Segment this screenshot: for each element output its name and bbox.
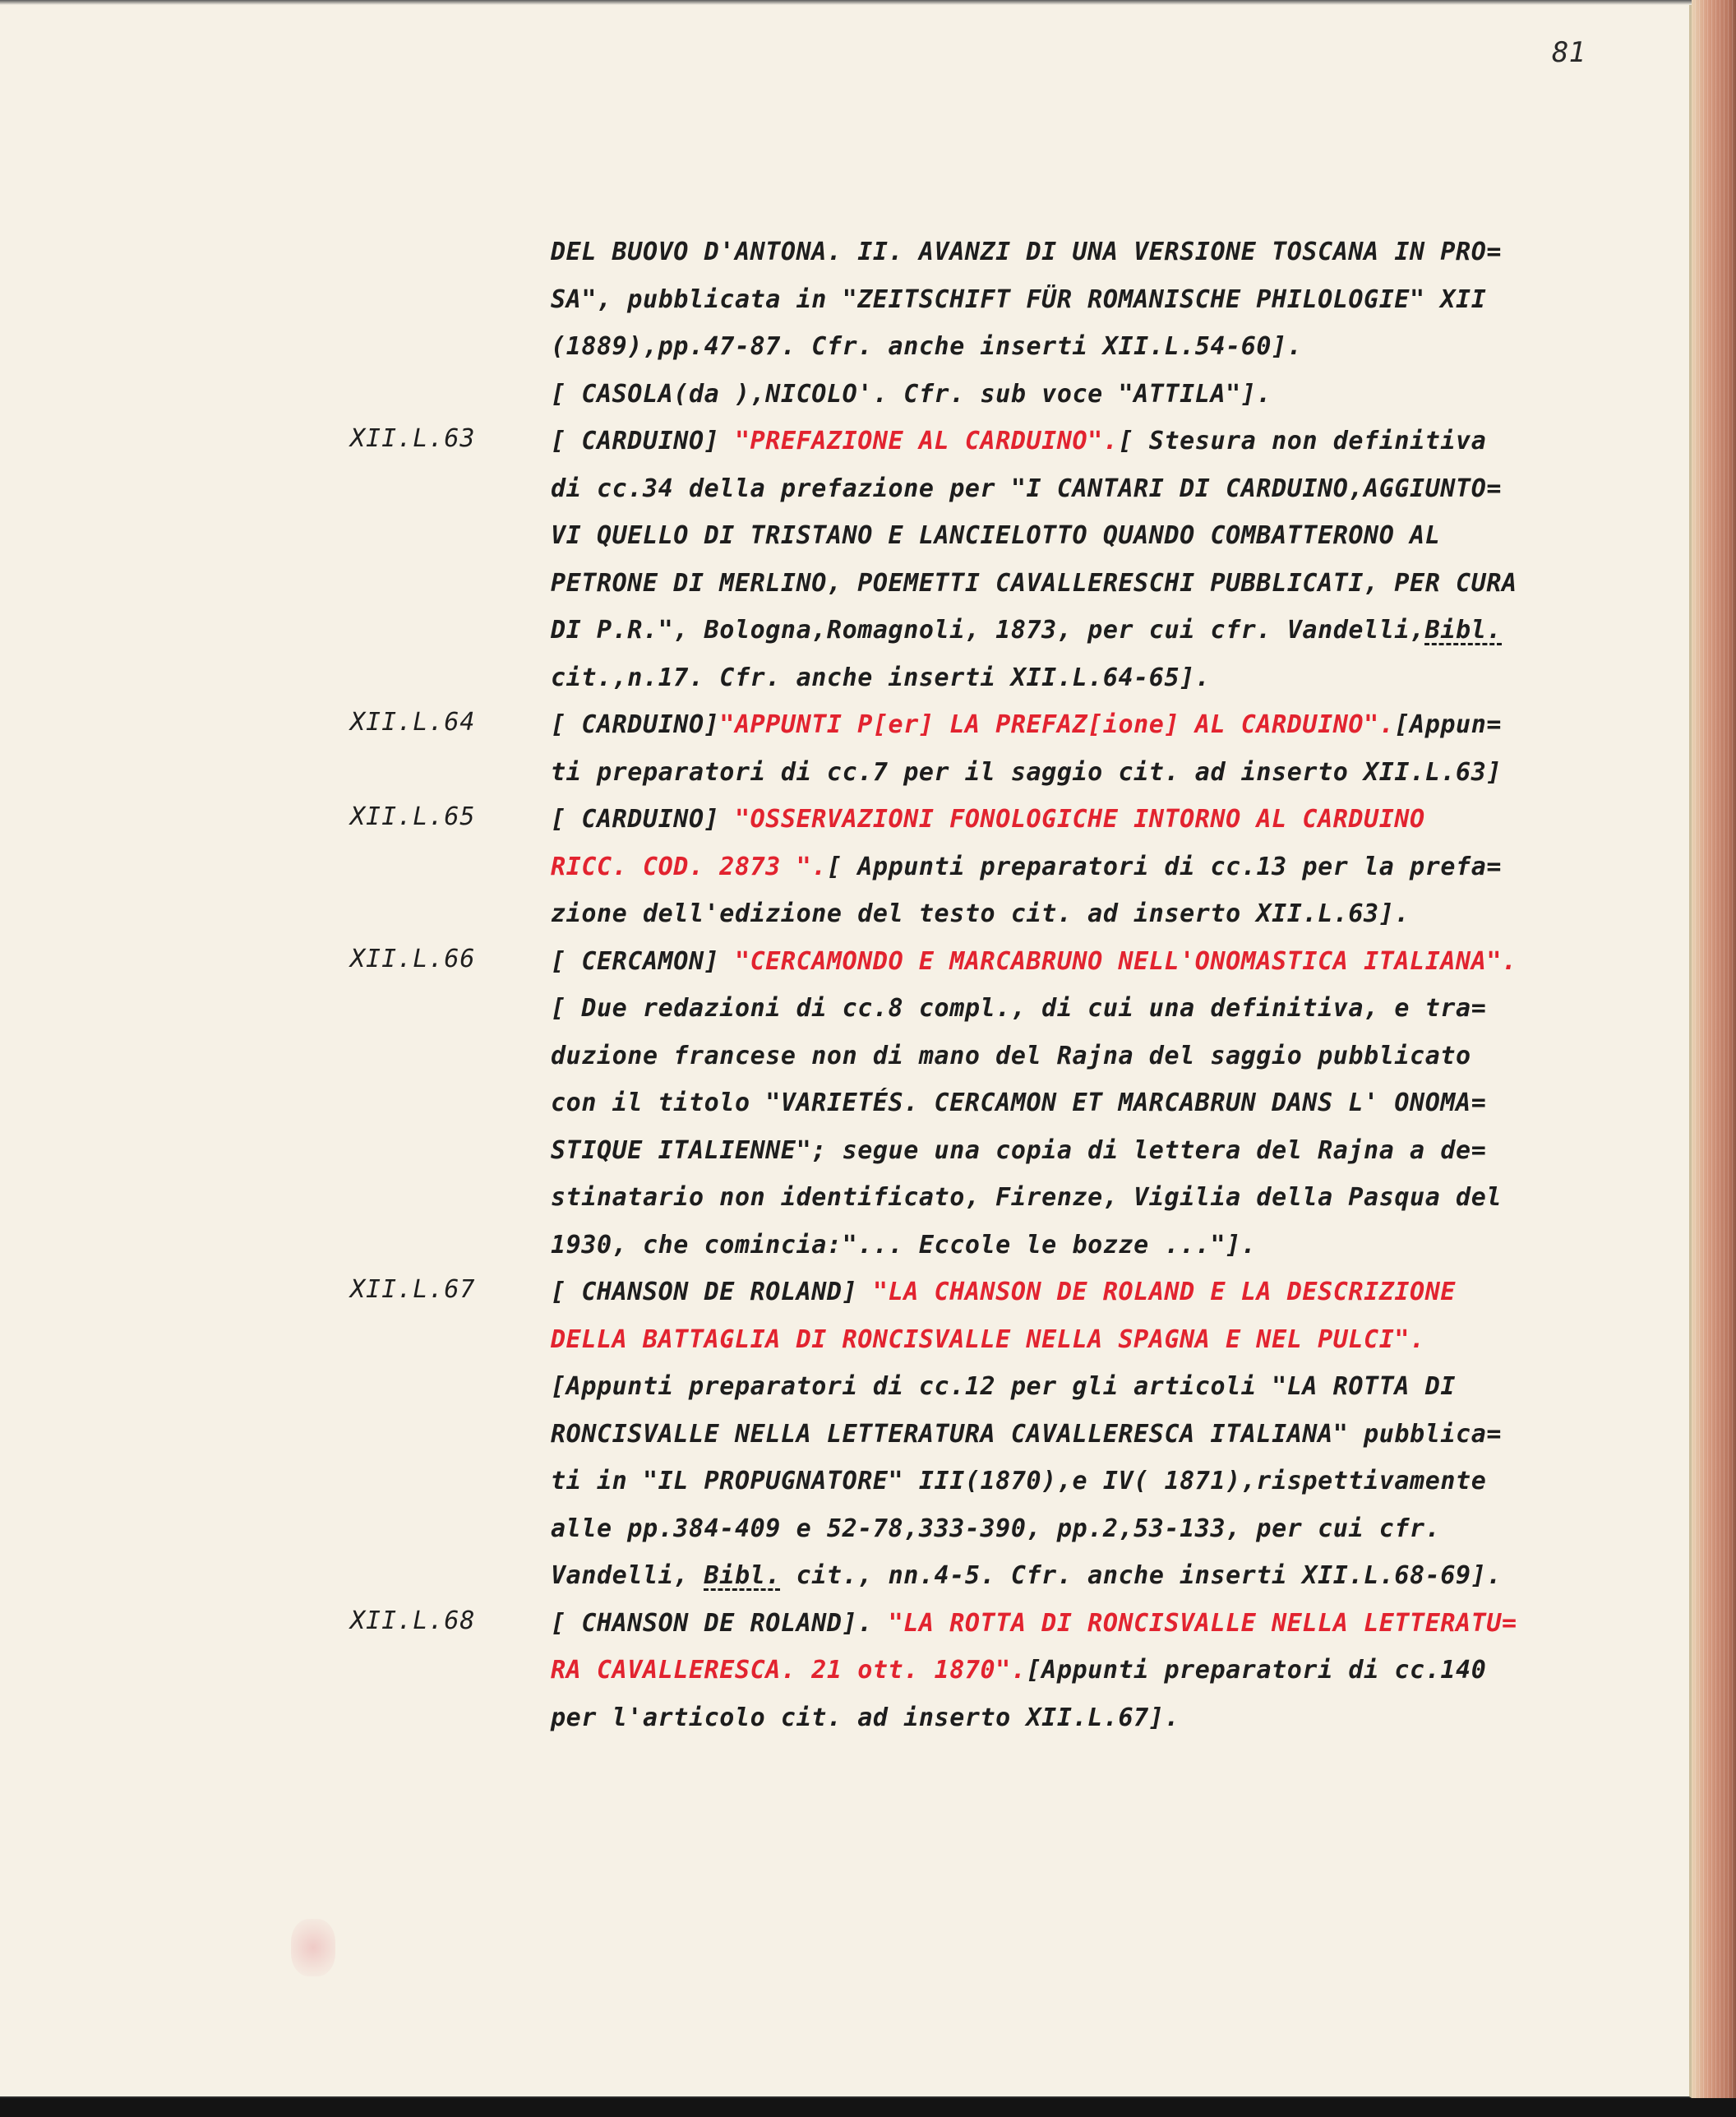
page-top-edge <box>0 0 1692 5</box>
text-line <box>551 1222 1636 1269</box>
red-title-text: "CERCAMONDO E MARCABRUNO NELL'ONOMASTICA ITALIANA". <box>734 946 1517 976</box>
entry-description <box>551 229 1636 418</box>
text-line <box>551 749 1636 797</box>
typed-text: VI QUELLO DI TRISTANO E LANCIELOTTO QUANDO COMBATTERONO AL <box>551 521 1441 550</box>
text-line <box>551 1411 1636 1458</box>
text-line <box>551 654 1636 702</box>
shelf-mark: XII.L.67 <box>350 1275 476 1304</box>
underlined-reference: Bibl. <box>704 1561 781 1590</box>
typed-text: con il titolo "VARIETÉS. CERCAMON ET MARCABRUN DANS L' ONOMA= <box>551 1089 1487 1117</box>
shelf-mark: XII.L.63 <box>350 424 476 453</box>
typed-text: PETRONE DI MERLINO, POEMETTI CAVALLERESCHI PUBBLICATI, PER CURA <box>551 568 1517 598</box>
shelf-mark: XII.L.68 <box>350 1606 476 1635</box>
text-line <box>551 796 1636 844</box>
typed-text: di cc.34 della prefazione per "I CANTARI DI CARDUINO,AGGIUNTO= <box>551 474 1503 503</box>
typed-text: [Appunti preparatori di cc.12 per gli articoli "LA ROTTA DI <box>551 1372 1457 1401</box>
red-title-text: DELLA BATTAGLIA DI RONCISVALLE NELLA SPAGNA E NEL PULCI". <box>551 1324 1425 1354</box>
red-title-text: "APPUNTI P[er] LA PREFAZ[ione] AL CARDUINO". <box>719 710 1395 739</box>
entry-description <box>551 701 1636 796</box>
typed-text: stinatario non identificato, Firenze, Vigilia della Pasqua del <box>551 1183 1503 1212</box>
text-line <box>551 607 1636 654</box>
text-line <box>551 1269 1636 1316</box>
entry-description <box>551 796 1636 938</box>
text-line <box>551 890 1636 938</box>
typed-text: DEL BUOVO D'ANTONA. II. AVANZI DI UNA VERSIONE TOSCANA IN PRO= <box>551 238 1503 266</box>
typed-text: [ CASOLA(da ),NICOLO'. Cfr. sub voce "ATTILA"]. <box>551 379 1272 409</box>
typed-text: zione dell'edizione del testo cit. ad inserto XII.L.63]. <box>551 899 1410 928</box>
text-line <box>551 844 1636 891</box>
red-title-text: RICC. COD. 2873 ". <box>551 852 827 881</box>
typed-text: RONCISVALLE NELLA LETTERATURA CAVALLERESCA ITALIANA" pubblica= <box>551 1419 1503 1449</box>
entry-description <box>551 1600 1636 1742</box>
typed-text: Vandelli, <box>551 1561 704 1590</box>
page-stack-edge <box>1695 0 1733 2098</box>
typed-text: duzione francese non di mano del Rajna del saggio pubblicato <box>551 1041 1471 1070</box>
red-title-text: RA CAVALLERESCA. 21 ott. 1870". <box>551 1656 1027 1685</box>
typed-text: alle pp.384-409 e 52-78,333-390, pp.2,53-133, per cui cfr. <box>551 1514 1441 1543</box>
text-line <box>551 1033 1636 1080</box>
text-line <box>551 1316 1636 1364</box>
text-line <box>551 701 1636 749</box>
typed-text: cit., nn.4-5. Cfr. anche inserti XII.L.68-69]. <box>780 1561 1503 1590</box>
typed-text: [ CHANSON DE ROLAND]. <box>551 1608 889 1638</box>
entry-description <box>551 1269 1636 1600</box>
red-title-text: "OSSERVAZIONI FONOLOGICHE INTORNO AL CARDUINO <box>734 805 1425 834</box>
text-line <box>551 276 1636 324</box>
typed-text: [ CARDUINO] <box>551 805 735 834</box>
typed-text: ti in "IL PROPUGNATORE" III(1870),e IV( 1871),rispettivamente <box>551 1467 1487 1495</box>
text-line <box>551 1600 1636 1648</box>
red-title-text: "LA CHANSON DE ROLAND E LA DESCRIZIONE <box>872 1278 1457 1306</box>
text-line <box>551 1694 1636 1742</box>
shelf-mark: XII.L.65 <box>350 802 476 831</box>
typed-text: [ CHANSON DE ROLAND] <box>551 1278 873 1306</box>
typed-text: cit.,n.17. Cfr. anche inserti XII.L.64-65]. <box>551 663 1211 692</box>
text-line <box>551 1174 1636 1222</box>
shelf-mark: XII.L.66 <box>350 944 476 973</box>
typed-text: per l'articolo cit. ad inserto XII.L.67]. <box>551 1703 1180 1732</box>
typed-text: [ Due redazioni di cc.8 compl., di cui una definitiva, e tra= <box>551 994 1487 1023</box>
text-line <box>551 465 1636 513</box>
text-line <box>551 1079 1636 1127</box>
typed-text: [ CARDUINO] <box>551 427 735 455</box>
red-title-text: "LA ROTTA DI RONCISVALLE NELLA LETTERATU= <box>888 1608 1517 1638</box>
typed-text: ti preparatori di cc.7 per il saggio cit. ad inserto XII.L.63] <box>551 757 1503 787</box>
typed-text: 1930, che comincia:"... Eccole le bozze ..."]. <box>551 1230 1257 1260</box>
text-line <box>551 1458 1636 1505</box>
entry-description <box>551 418 1636 701</box>
typed-text: [ Stesura non definitiva <box>1118 427 1487 455</box>
typed-text: [ CARDUINO] <box>551 710 720 739</box>
typed-text: SA", pubblicata in "ZEITSCHIFT FÜR ROMANISCHE PHILOLOGIE" XII <box>551 284 1487 314</box>
shelf-mark: XII.L.64 <box>350 708 476 737</box>
typed-text: [Appun= <box>1394 710 1503 739</box>
text-line <box>551 512 1636 560</box>
text-line <box>551 560 1636 608</box>
red-stain-mark <box>291 1919 335 1976</box>
typed-text: DI P.R.", Bologna,Romagnoli, 1873, per cui cfr. Vandelli, <box>551 616 1425 645</box>
text-line <box>551 1127 1636 1175</box>
typed-text: (1889),pp.47-87. Cfr. anche inserti XII.L.54-60]. <box>551 332 1303 361</box>
text-line <box>551 938 1636 986</box>
red-title-text: "PREFAZIONE AL CARDUINO". <box>734 427 1119 455</box>
text-line <box>551 1505 1636 1553</box>
text-line <box>551 371 1636 418</box>
text-line <box>551 985 1636 1033</box>
typed-text: [ CERCAMON] <box>551 946 735 976</box>
typed-text: STIQUE ITALIENNE"; segue una copia di lettera del Rajna a de= <box>551 1135 1487 1165</box>
typed-text: [ Appunti preparatori di cc.13 per la prefa= <box>826 852 1503 881</box>
text-line <box>551 1647 1636 1694</box>
typed-text: [Appunti preparatori di cc.140 <box>1026 1656 1487 1685</box>
text-line <box>551 323 1636 371</box>
page-number: 81 <box>1552 36 1586 69</box>
text-line <box>551 418 1636 465</box>
underlined-reference: Bibl. <box>1424 616 1503 645</box>
scan-bottom-border <box>0 2098 1736 2117</box>
entry-description <box>551 938 1636 1269</box>
text-line <box>551 229 1636 276</box>
text-line <box>551 1363 1636 1411</box>
text-line <box>551 1552 1636 1600</box>
